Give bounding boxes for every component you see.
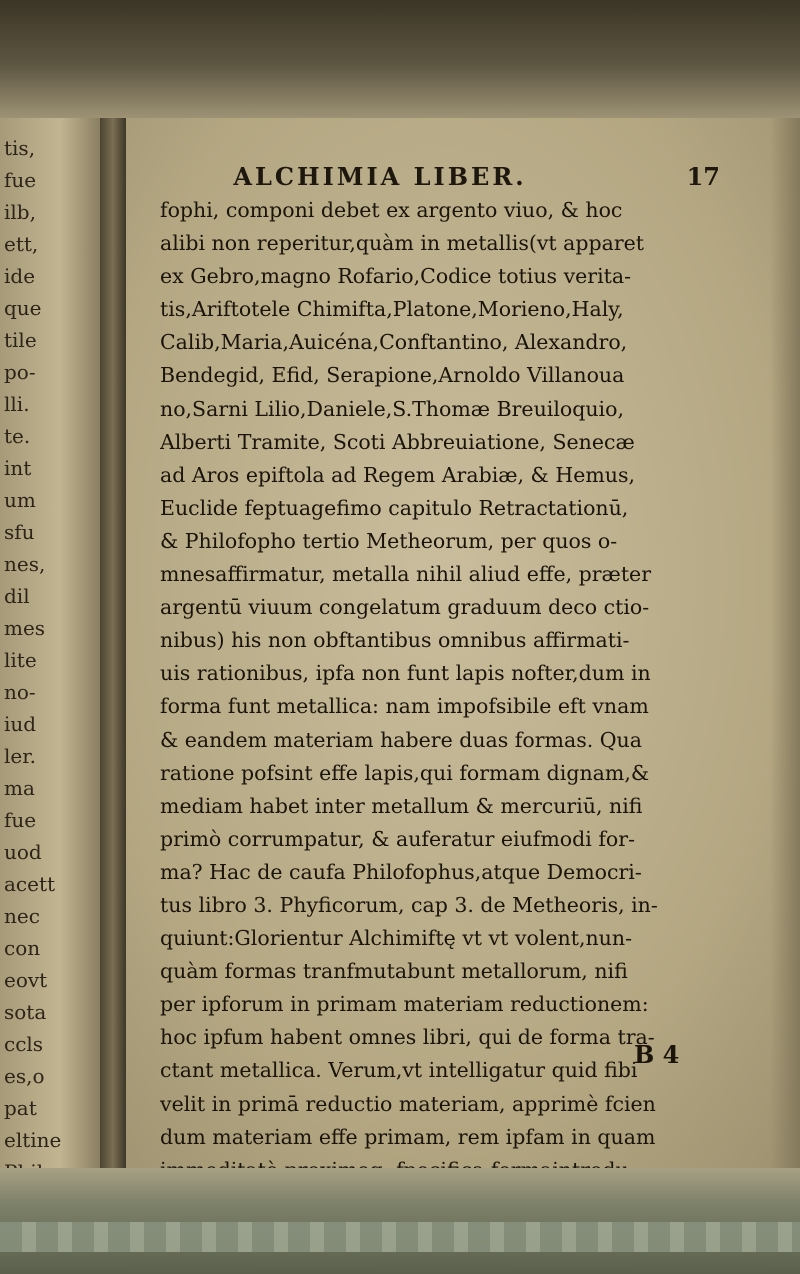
- text-line: velit in primā reductio materiam, apprimè fcien: [160, 1091, 656, 1116]
- facing-line: eovt: [4, 968, 48, 992]
- text-line: fophi, componi debet ex argento viuo, & hoc: [160, 198, 623, 222]
- facing-line: nes,: [4, 552, 46, 576]
- facing-line: lli.: [4, 392, 30, 416]
- facing-line: ccls: [4, 1032, 44, 1056]
- facing-line: eltine: [4, 1128, 62, 1152]
- facing-line: fue: [4, 168, 37, 192]
- text-line: forma funt metallica: nam impofsibile eft vnam: [160, 694, 649, 719]
- text-line: argentū viuum congelatum graduum deco ctio-: [160, 595, 650, 620]
- facing-line: ide: [4, 264, 36, 288]
- text-line: Calib,Maria,Auicéna,Conftantino, Alexandro,: [160, 330, 628, 355]
- running-head: ALCHIMIA LIBER.: [233, 162, 527, 191]
- text-line: primò corrumpatur, & auferatur eiufmodi for-: [160, 826, 636, 851]
- facing-line: iud: [4, 712, 37, 736]
- text-line: dum materiam effe primam, rem ipfam in quam: [160, 1124, 656, 1149]
- signature-mark: B 4: [634, 1040, 680, 1069]
- text-line: uis rationibus, ipfa non funt lapis nofter,dum in: [160, 661, 651, 686]
- text-line: quiunt:Glorientur Alchimiftę vt vt volent,nun-: [160, 926, 633, 951]
- facing-line: sfu: [4, 520, 35, 544]
- facing-line: dil: [4, 584, 30, 608]
- text-line: ad Aros epiftola ad Regem Arabiæ, & Hemus,: [160, 462, 636, 487]
- page-number: 17: [686, 162, 720, 191]
- facing-line: no-: [4, 680, 36, 704]
- facing-line: pat: [4, 1096, 37, 1120]
- facing-line: fue: [4, 808, 37, 832]
- binding-gutter: [100, 118, 126, 1218]
- facing-line: ilb,: [4, 200, 36, 224]
- facing-line: ma: [4, 776, 35, 800]
- body-text: [160, 194, 780, 1274]
- facing-line: po-: [4, 360, 36, 384]
- facing-line: ett,: [4, 232, 39, 256]
- text-line: tis,Ariftotele Chimifta,Platone,Morieno,Haly,: [160, 297, 624, 322]
- text-line: quàm formas tranfmutabunt metallorum, nifi: [160, 959, 628, 984]
- text-line: mnesaffirmatur, metalla nihil aliud effe, præter: [160, 562, 651, 587]
- facing-line: te.: [4, 424, 31, 448]
- text-line: mediam habet inter metallum & mercuriū, nifi: [160, 793, 643, 818]
- text-line: ma? Hac de caufa Philofophus,atque Democri-: [160, 859, 642, 884]
- text-line: hoc ipfum habent omnes libri, qui de forma tra-: [160, 1025, 655, 1050]
- text-line: Bendegid, Efid, Serapione,Arnoldo Villanoua: [160, 363, 625, 388]
- text-line: Alberti Tramite, Scoti Abbreuiatione, Senecæ: [160, 429, 635, 454]
- text-line: & eandem materiam habere duas formas. Qua: [160, 727, 642, 752]
- text-line: per ipforum in primam materiam reductionem:: [160, 992, 649, 1017]
- facing-line: tis,: [4, 136, 36, 160]
- text-line: no,Sarni Lilio,Daniele,S.Thomæ Breuiloquio,: [160, 396, 624, 421]
- text-line: nibus) his non obftantibus omnibus affirmati-: [160, 628, 630, 653]
- facing-line: sota: [4, 1000, 47, 1024]
- scan-tape-band: [0, 1222, 800, 1252]
- facing-line: uod: [4, 840, 42, 864]
- facing-line: acett: [4, 872, 56, 896]
- facing-line: con: [4, 936, 41, 960]
- facing-line: que: [4, 296, 42, 320]
- facing-line: nec: [4, 904, 40, 928]
- text-line: tus libro 3. Phyficorum, cap 3. de Metheoris, in-: [160, 892, 658, 917]
- facing-page-edge: [0, 118, 100, 1218]
- text-line: Euclide feptuagefimo capitulo Retractationū,: [160, 495, 629, 520]
- facing-line: um: [4, 488, 36, 512]
- facing-line: ler.: [4, 744, 36, 768]
- scan-top-edge: [0, 0, 800, 118]
- facing-line: lite: [4, 648, 37, 672]
- scan-bottom-edge: [0, 1168, 800, 1274]
- facing-line: es,o: [4, 1064, 45, 1088]
- text-line: ctant metallica. Verum,vt intelligatur quid fibi: [160, 1058, 638, 1083]
- facing-line: mes: [4, 616, 46, 640]
- text-line: alibi non reperitur,quàm in metallis(vt apparet: [160, 231, 645, 256]
- text-line: ratione pofsint effe lapis,qui formam dignam,&: [160, 760, 650, 785]
- page-header: [160, 160, 720, 194]
- facing-line: tile: [4, 328, 37, 352]
- text-line: ex Gebro,magno Rofario,Codice totius verita-: [160, 264, 632, 289]
- text-line: & Philofopho tertio Metheorum, per quos o-: [160, 528, 618, 553]
- facing-line: int: [4, 456, 32, 480]
